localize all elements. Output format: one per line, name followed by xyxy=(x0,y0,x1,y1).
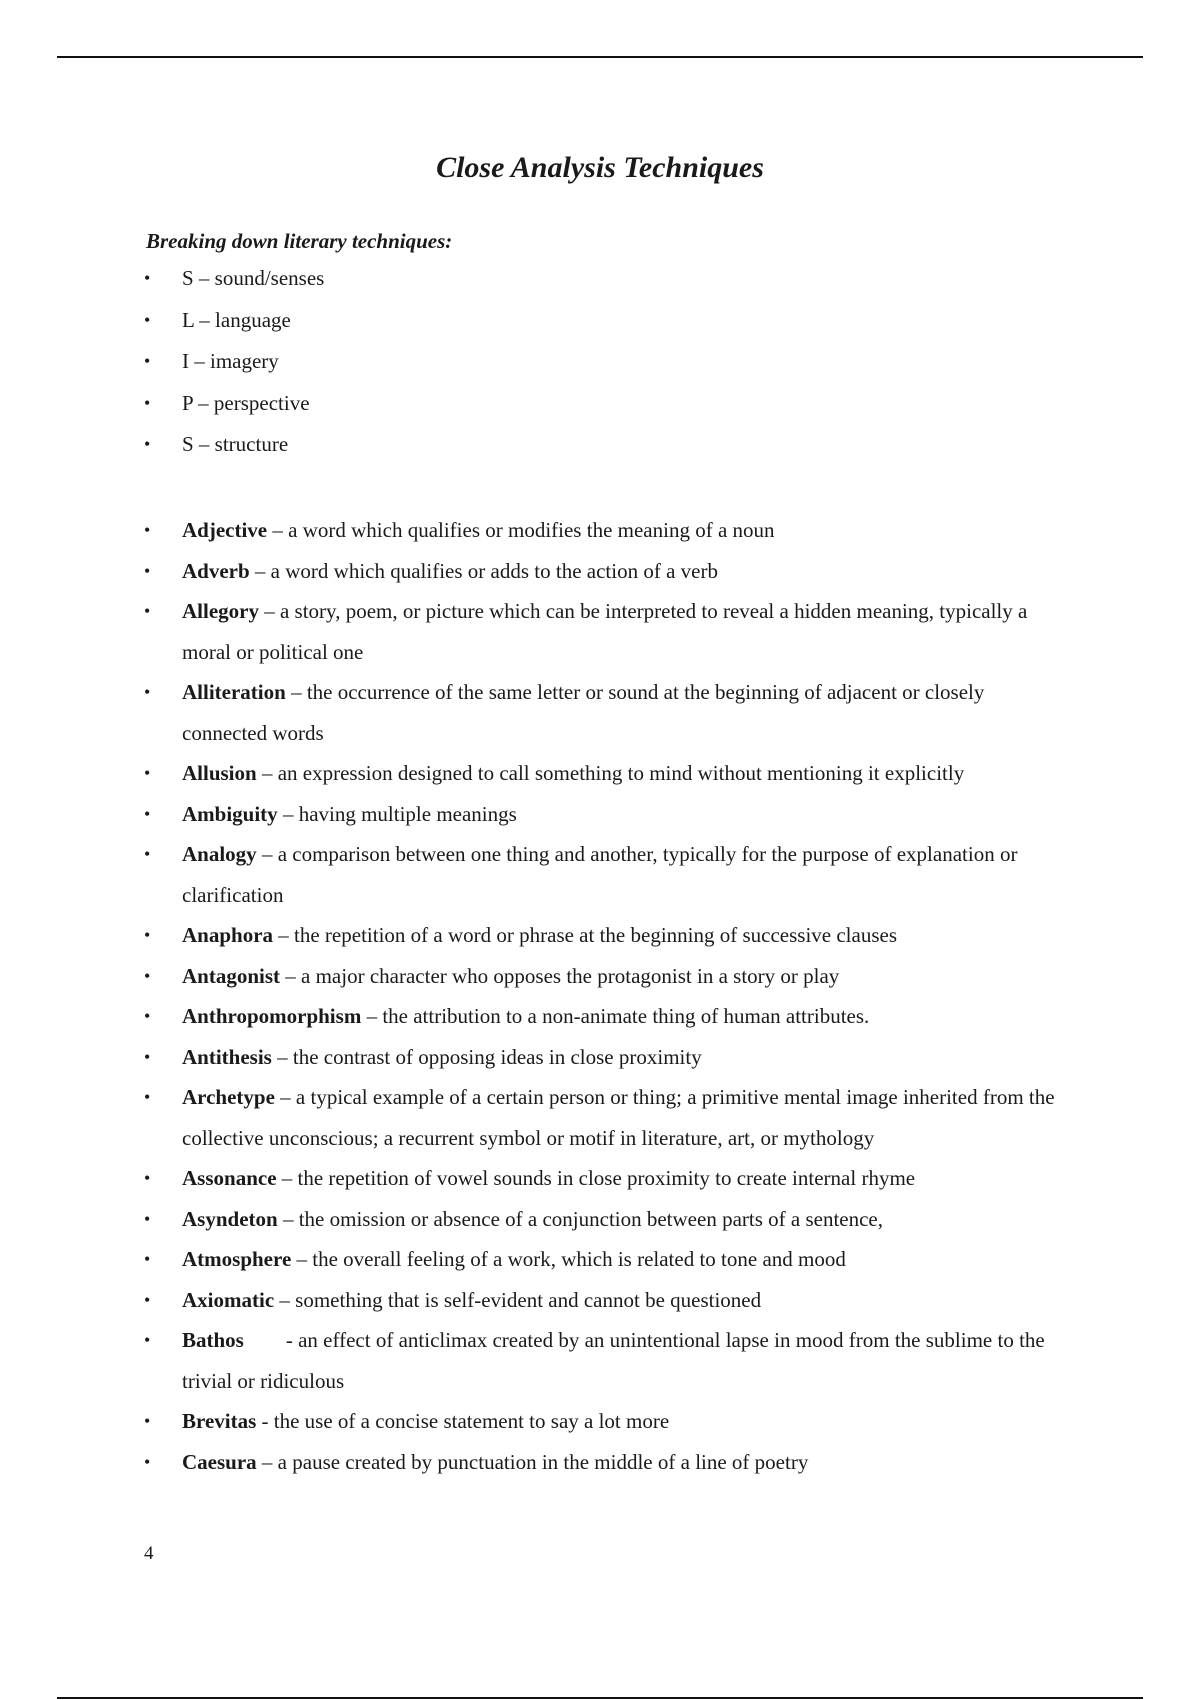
glossary-definition: the repetition of a word or phrase at the beginning of successive clauses xyxy=(294,923,898,947)
top-rule xyxy=(57,56,1143,58)
glossary-item xyxy=(0,956,1062,997)
list-item xyxy=(0,383,1062,425)
glossary-term: Brevitas xyxy=(182,1409,257,1433)
glossary-term: Analogy xyxy=(182,842,257,866)
term-separator: – xyxy=(256,842,278,866)
glossary-definition: the use of a concise statement to say a lot more xyxy=(273,1409,670,1433)
term-separator: – xyxy=(274,1085,296,1109)
term-separator: – xyxy=(274,1287,296,1312)
glossary-definition: having multiple meanings xyxy=(298,801,517,826)
glossary-item xyxy=(0,1199,1062,1240)
glossary-term: Alliteration xyxy=(182,680,286,704)
bullet-icon: • xyxy=(144,392,151,413)
term-separator: – xyxy=(361,1004,383,1028)
bullet-icon: • xyxy=(144,682,151,702)
bullet-icon: • xyxy=(144,844,151,864)
term-separator: – xyxy=(267,518,289,542)
glossary-definition: the contrast of opposing ideas in close proximity xyxy=(292,1044,702,1069)
bullet-icon: • xyxy=(144,1046,151,1067)
list-item-text: L – language xyxy=(182,307,291,332)
glossary-term: Anthropomorphism xyxy=(182,1004,362,1028)
glossary-item xyxy=(0,591,1062,672)
term-separator: - xyxy=(243,1328,299,1352)
page-title: Close Analysis Techniques xyxy=(436,151,764,184)
glossary-list xyxy=(0,510,1062,1482)
bullet-icon: • xyxy=(144,1289,151,1310)
term-separator: – xyxy=(249,558,271,583)
glossary-term: Atmosphere xyxy=(182,1247,292,1271)
glossary-item xyxy=(0,753,1062,794)
bullet-icon: • xyxy=(144,1451,151,1472)
glossary-term: Ambiguity xyxy=(182,801,278,826)
glossary-definition: the occurrence of the same letter or sound at the beginning of adjacent or closely connected words xyxy=(182,680,985,745)
glossary-item xyxy=(0,1401,1062,1442)
term-separator: – xyxy=(277,801,299,826)
glossary-definition: something that is self-evident and cannot be questioned xyxy=(295,1287,762,1312)
glossary-definition: an expression designed to call something to mind without mentioning it explicitly xyxy=(277,761,965,785)
glossary-item xyxy=(0,1239,1062,1280)
glossary-definition: the omission or absence of a conjunction between parts of a sentence, xyxy=(298,1206,884,1231)
bullet-icon: • xyxy=(144,434,151,454)
bullet-icon: • xyxy=(144,965,151,986)
bullet-icon: • xyxy=(144,925,151,945)
glossary-item xyxy=(0,996,1062,1037)
glossary-item xyxy=(0,794,1062,835)
glossary-item xyxy=(0,510,1062,551)
term-separator: – xyxy=(285,680,307,704)
term-separator: – xyxy=(280,963,302,988)
glossary-definition: a comparison between one thing and another, typically for the purpose of explanation or clarification xyxy=(182,842,1018,907)
bullet-icon: • xyxy=(144,1330,151,1350)
glossary-item xyxy=(0,1077,1062,1158)
slips-acronym-list xyxy=(0,258,1062,466)
term-separator: – xyxy=(276,1166,298,1190)
bullet-icon: • xyxy=(144,268,151,288)
term-separator: – xyxy=(277,1206,299,1231)
glossary-term: Allusion xyxy=(182,761,257,785)
term-separator: - xyxy=(256,1409,274,1433)
glossary-item xyxy=(0,915,1062,956)
list-item xyxy=(0,341,1062,383)
glossary-item xyxy=(0,1158,1062,1199)
glossary-term: Bathos xyxy=(182,1328,244,1352)
list-item xyxy=(0,258,1062,300)
list-item xyxy=(0,424,1062,466)
glossary-definition: the repetition of vowel sounds in close proximity to create internal rhyme xyxy=(297,1166,916,1190)
list-item xyxy=(0,300,1062,342)
glossary-item xyxy=(0,1280,1062,1321)
glossary-definition: the overall feeling of a work, which is related to tone and mood xyxy=(312,1247,846,1271)
glossary-definition: an effect of anticlimax created by an unintentional lapse in mood from the sublime to the trivial or ridiculous xyxy=(182,1328,1045,1393)
glossary-item xyxy=(0,834,1062,915)
term-separator: – xyxy=(258,599,280,623)
glossary-item xyxy=(0,1320,1062,1401)
glossary-definition: a major character who opposes the protagonist in a story or play xyxy=(301,963,840,988)
glossary-term: Caesura xyxy=(182,1449,257,1474)
glossary-term: Antithesis xyxy=(182,1044,272,1069)
glossary-definition: the attribution to a non-animate thing of human attributes. xyxy=(382,1004,870,1028)
bullet-icon: • xyxy=(144,601,151,621)
bullet-icon: • xyxy=(144,803,151,824)
bullet-icon: • xyxy=(144,1006,151,1026)
glossary-term: Archetype xyxy=(182,1085,275,1109)
glossary-term: Asyndeton xyxy=(182,1206,278,1231)
bullet-icon: • xyxy=(144,560,151,581)
bullet-icon: • xyxy=(144,1249,151,1269)
glossary-item xyxy=(0,1442,1062,1483)
bullet-icon: • xyxy=(144,1411,151,1431)
list-item-text: I – imagery xyxy=(182,349,279,373)
glossary-definition: a typical example of a certain person or thing; a primitive mental image inherited from the collective unconscious; a recurrent symbol or motif in literature, art, or mythology xyxy=(182,1085,1055,1150)
glossary-item xyxy=(0,1037,1062,1078)
glossary-term: Axiomatic xyxy=(182,1287,275,1312)
glossary-term: Adverb xyxy=(182,558,250,583)
glossary-definition: a pause created by punctuation in the middle of a line of poetry xyxy=(277,1449,809,1474)
bottom-rule xyxy=(57,1697,1143,1699)
glossary-definition: a word which qualifies or adds to the action of a verb xyxy=(270,558,718,583)
glossary-term: Adjective xyxy=(182,518,268,542)
term-separator: – xyxy=(291,1247,313,1271)
bullet-icon: • xyxy=(144,1087,151,1107)
section-subheading: Breaking down literary techniques: xyxy=(146,229,453,253)
bullet-icon: • xyxy=(144,351,151,371)
glossary-definition: a story, poem, or picture which can be interpreted to reveal a hidden meaning, typically a moral or political one xyxy=(182,599,1028,664)
glossary-term: Allegory xyxy=(182,599,259,623)
term-separator: – xyxy=(271,1044,293,1069)
list-item-text: S – sound/senses xyxy=(182,266,325,290)
glossary-item xyxy=(0,551,1062,592)
term-separator: – xyxy=(273,923,295,947)
term-separator: – xyxy=(256,1449,278,1474)
list-item-text: P – perspective xyxy=(182,390,310,415)
bullet-icon: • xyxy=(144,763,151,783)
page-number: 4 xyxy=(144,1543,154,1564)
glossary-definition: a word which qualifies or modifies the meaning of a noun xyxy=(288,518,775,542)
bullet-icon: • xyxy=(144,1208,151,1229)
list-item-text: S – structure xyxy=(182,432,289,456)
glossary-item xyxy=(0,672,1062,753)
bullet-icon: • xyxy=(144,309,151,330)
glossary-term: Antagonist xyxy=(182,963,281,988)
glossary-term: Anaphora xyxy=(182,923,274,947)
bullet-icon: • xyxy=(144,520,151,540)
glossary-term: Assonance xyxy=(182,1166,277,1190)
term-separator: – xyxy=(256,761,278,785)
bullet-icon: • xyxy=(144,1168,151,1188)
